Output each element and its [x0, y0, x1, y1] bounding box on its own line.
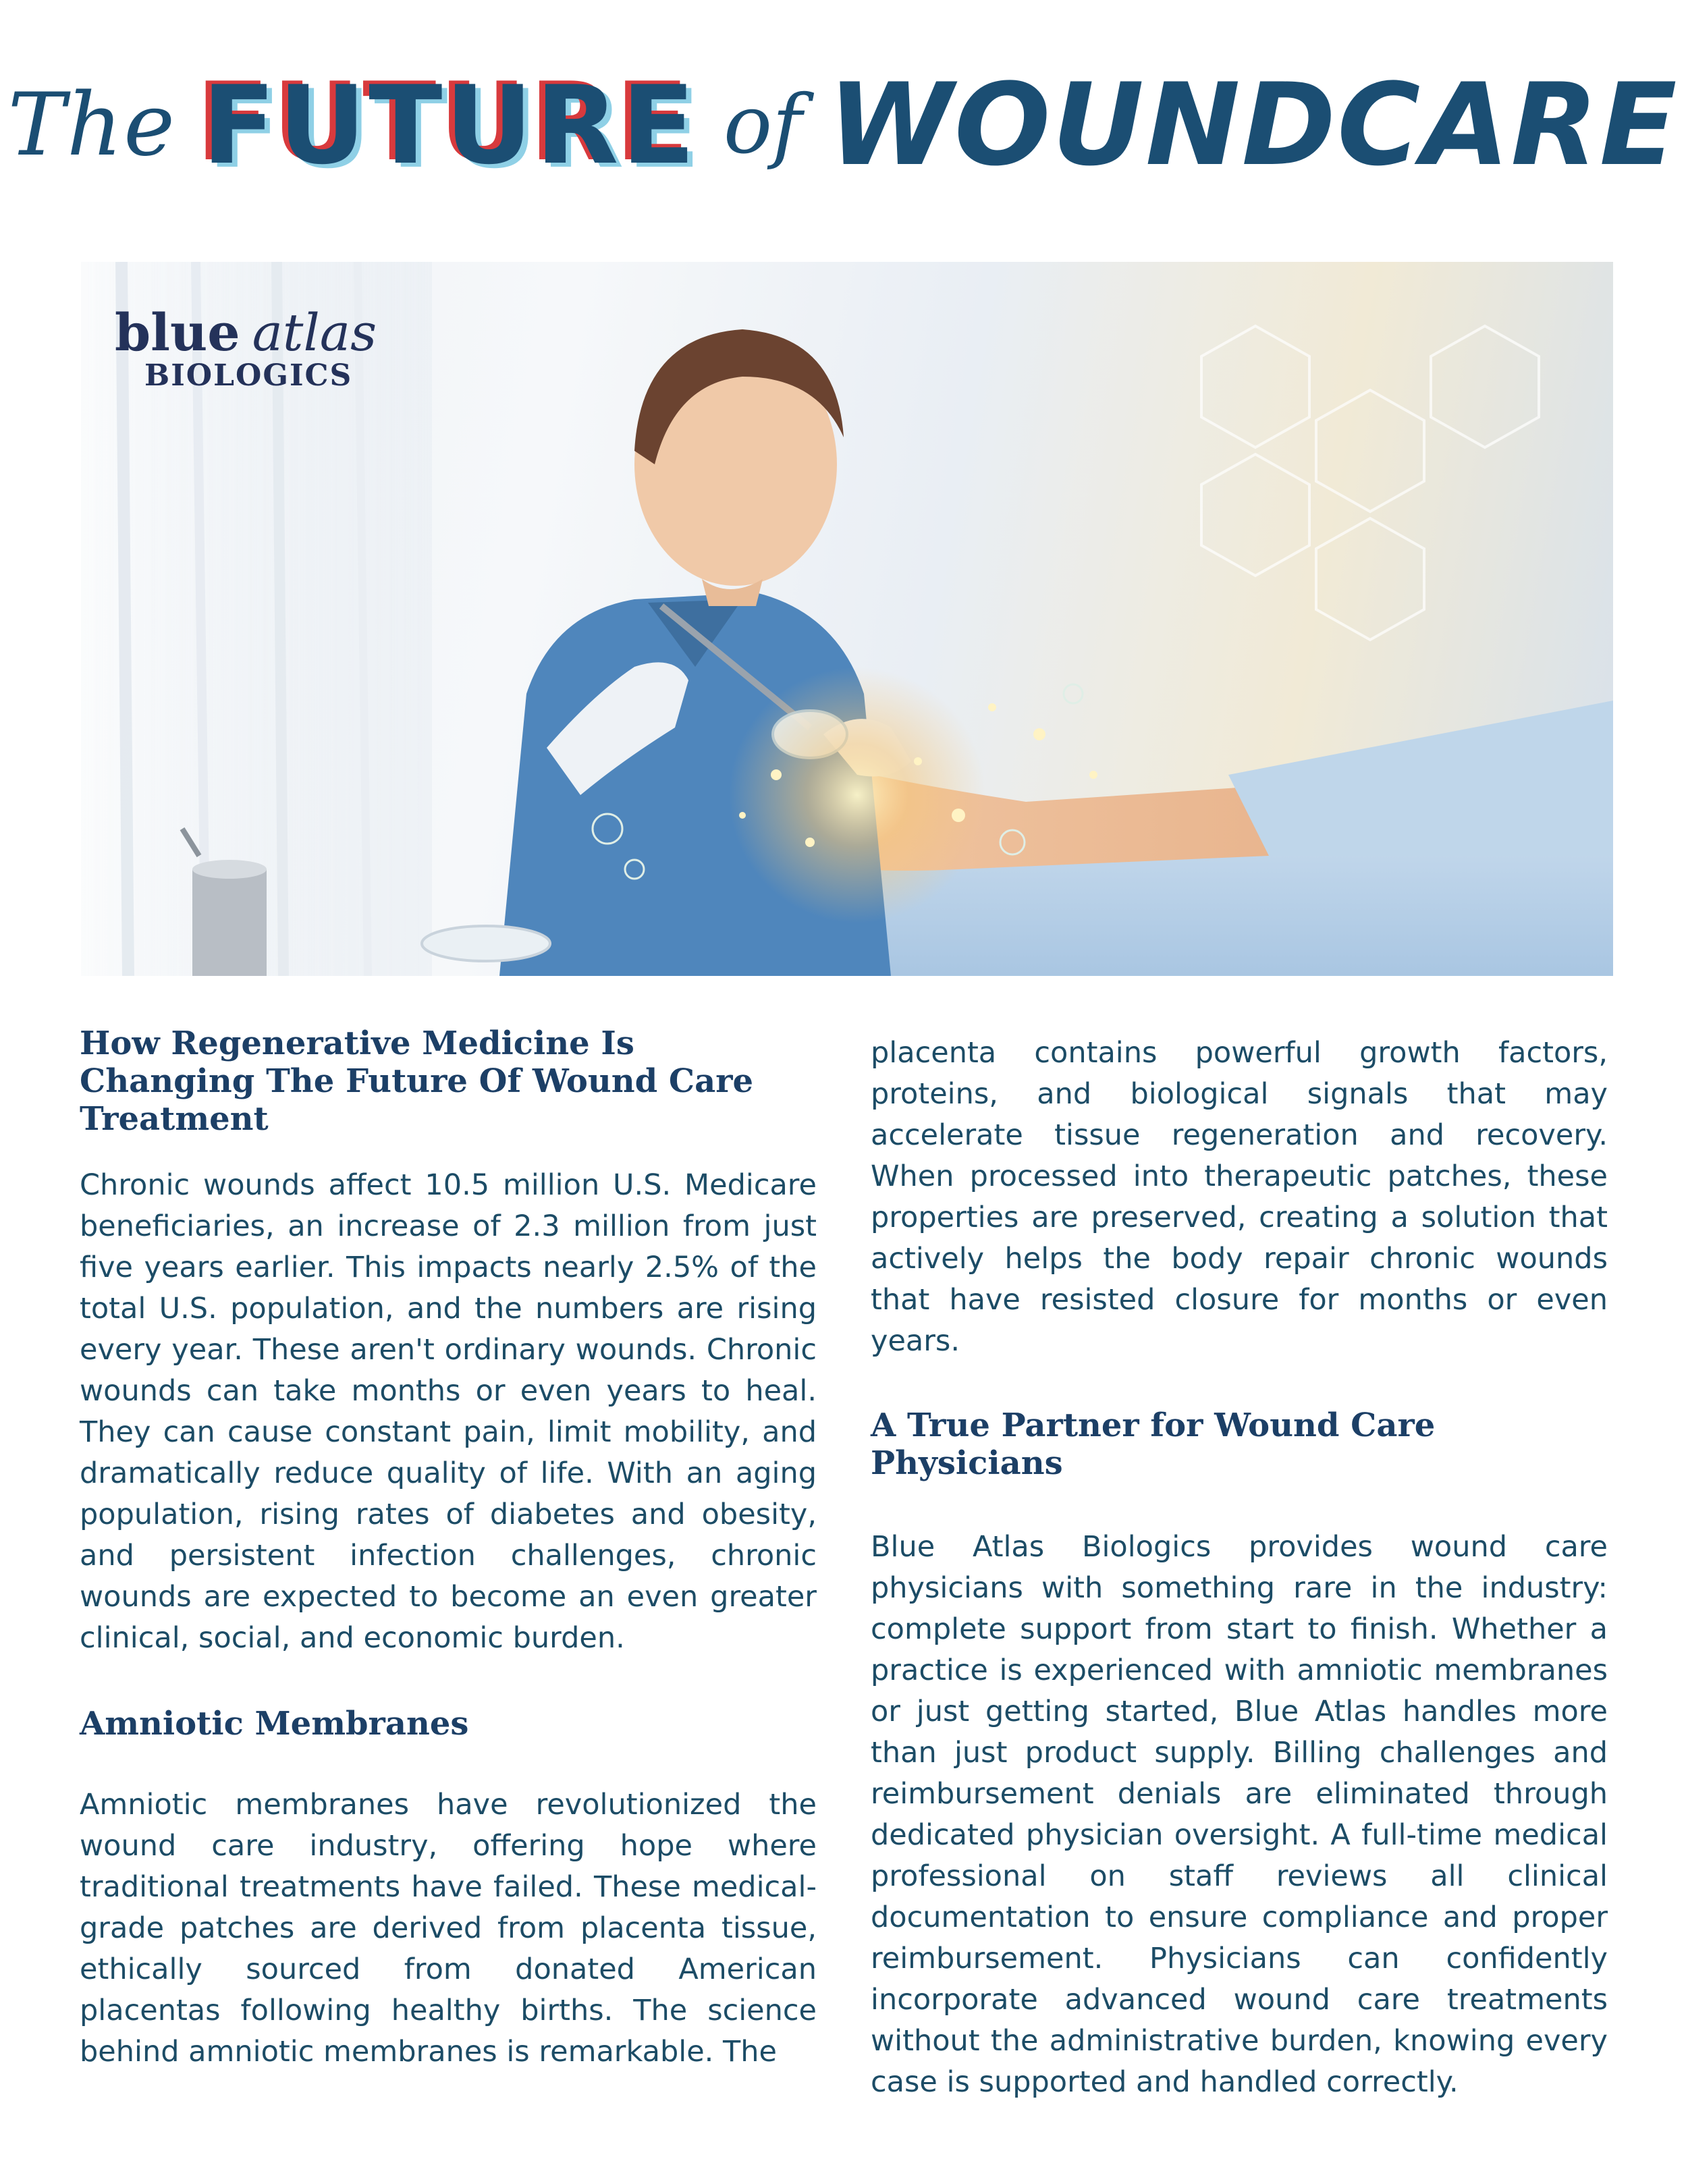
heading-amniotic-membranes: Amniotic Membranes: [80, 1705, 469, 1743]
title-future: FUTURE: [202, 61, 698, 188]
patient-pant-leg: [1228, 701, 1613, 856]
paragraph-chronic-wounds: Chronic wounds affect 10.5 million U.S. Medicare beneficiaries, an increase of 2.3 million from just five years earlier. This impacts nearly 2.5% of the total U.S. population, and the numbers are rising every year. These aren't ordinary wounds. Chronic wounds can take months or even years to heal. They can cause constant pain, limit mobility, and dramatically reduce quality of life. With an aging population, rising rates of diabetes and obesity, and persistent infection challenges, chronic wounds are expected to become an even greater clinical, social, and economic burden.: [80, 1168, 817, 1655]
page-title: [0, 40, 1686, 209]
logo-biologics: BIOLOGICS: [144, 358, 353, 393]
hexagon-pattern: [1201, 326, 1539, 640]
paragraph-partner-support: Blue Atlas Biologics provides wound care physicians with something rare in the industry: complete support from start to finish. Whether a practice is experienced with amniotic membranes or just getting started, Blue Atlas handles more than just product supply. Billing challenges and reimbursement denials are eliminated through dedicated physician oversight. A full-time medical professional on staff reviews all clinical documentation to ensure compliance and proper reimbursement. Physicians can confidently incorporate advanced wound care treatments without the administrative burden, knowing every case is supported and handled correctly.: [871, 1530, 1608, 2099]
heading-true-partner: A True Partner for Wound Care Physicians: [871, 1407, 1436, 1482]
left-column: [80, 1025, 817, 2073]
steel-cup: [192, 869, 267, 976]
title-the: The: [7, 74, 177, 175]
title-woundcare: WOUNDCARE: [827, 59, 1679, 191]
heading-regenerative-medicine: How Regenerative Medicine Is Changing The Future Of Wound Care Treatment: [80, 1025, 754, 1138]
healing-glow: [729, 667, 985, 923]
hero-image: [81, 262, 1613, 976]
paragraph-amniotic-membranes: Amniotic membranes have revolutionized the wound care industry, offering hope where traditional treatments have failed. These medical-grade patches are derived from placenta tissue, ethically sourced from donated American placentas following healthy births. The science behind amniotic membranes is remarkable. The: [80, 1788, 817, 2069]
brand-logo: [115, 302, 377, 393]
right-column: [871, 1033, 1608, 2103]
paragraph-placenta-continued: placenta contains powerful growth factors, proteins, and biological signals that may accelerate tissue regeneration and recovery. When processed into therapeutic patches, these properties are preserved, creating a solution that actively helps the body repair chronic wounds that have resisted closure for months or even years.: [871, 1036, 1608, 1358]
title-of: of: [723, 78, 803, 172]
logo-word-atlas: atlas: [252, 302, 377, 362]
logo-word-blue: blue: [115, 302, 240, 362]
glass-dish: [422, 926, 550, 961]
